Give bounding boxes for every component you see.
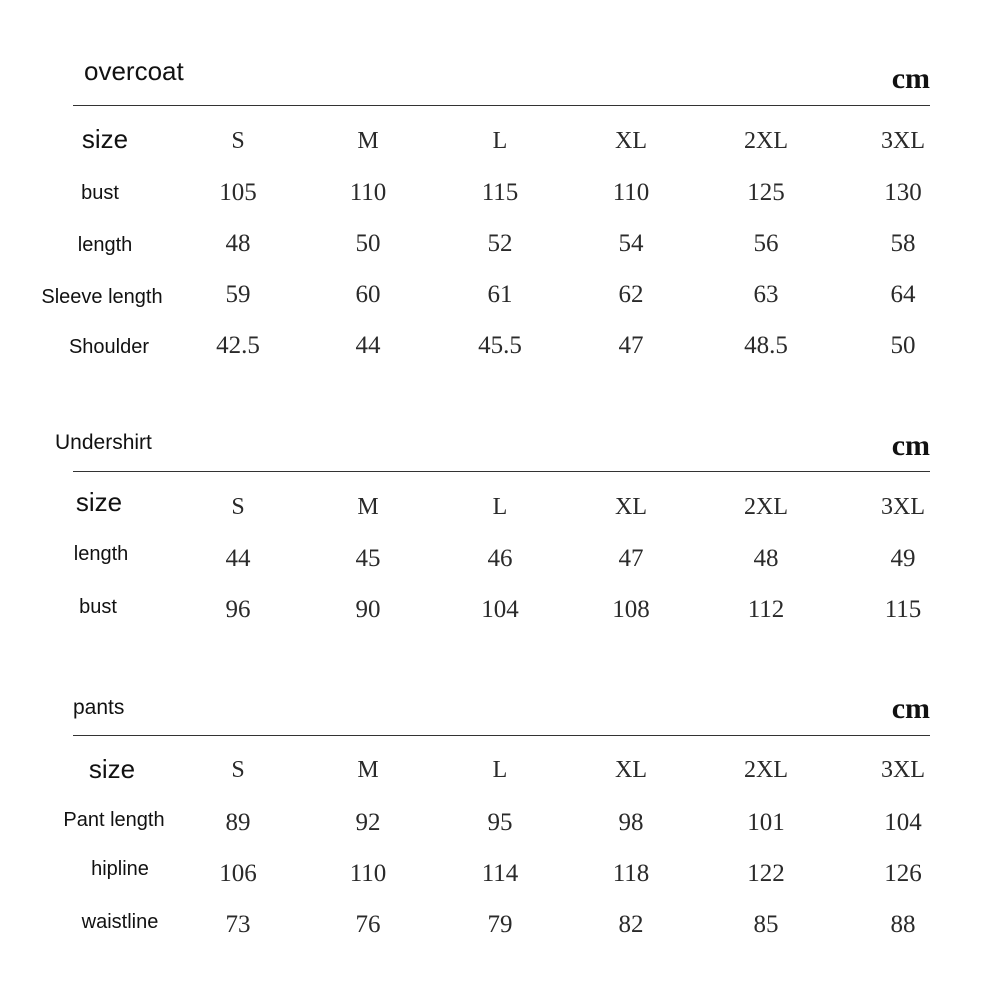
row-label: length xyxy=(73,543,129,565)
size-3xl: 3XL xyxy=(881,757,925,783)
value-cell: 92 xyxy=(355,809,381,836)
value-cell: 115 xyxy=(884,596,922,623)
value-cell: 48 xyxy=(225,230,251,257)
value-cell: 50 xyxy=(355,230,381,257)
value-cell: 85 xyxy=(753,911,779,938)
value-cell: 125 xyxy=(747,179,785,206)
value-cell: 62 xyxy=(618,281,644,308)
value-cell: 110 xyxy=(349,860,387,887)
row-label: waistline xyxy=(81,911,159,933)
size-m: M xyxy=(357,128,379,154)
unit-label: cm xyxy=(891,429,930,462)
row-label: hipline xyxy=(91,858,149,880)
table-row xyxy=(0,281,1000,321)
unit-label: cm xyxy=(891,62,930,95)
value-cell: 58 xyxy=(890,230,916,257)
section-divider xyxy=(73,735,930,736)
table-row xyxy=(0,860,1000,900)
section-title: Undershirt xyxy=(55,431,152,454)
value-cell: 118 xyxy=(612,860,650,887)
value-cell: 46 xyxy=(487,545,513,572)
size-s: S xyxy=(231,128,245,154)
size-3xl: 3XL xyxy=(881,128,925,154)
table-row xyxy=(0,545,1000,585)
table-row xyxy=(0,332,1000,372)
size-header-label: size xyxy=(75,487,123,517)
value-cell: 59 xyxy=(225,281,251,308)
value-cell: 101 xyxy=(747,809,785,836)
size-l: L xyxy=(492,128,508,154)
value-cell: 89 xyxy=(225,809,251,836)
value-cell: 48.5 xyxy=(744,332,788,359)
value-cell: 45 xyxy=(355,545,381,572)
value-cell: 104 xyxy=(481,596,519,623)
value-cell: 63 xyxy=(753,281,779,308)
size-xl: XL xyxy=(615,757,647,783)
value-cell: 45.5 xyxy=(478,332,522,359)
size-2xl: 2XL xyxy=(744,757,788,783)
value-cell: 61 xyxy=(487,281,513,308)
value-cell: 56 xyxy=(753,230,779,257)
value-cell: 79 xyxy=(487,911,513,938)
value-cell: 90 xyxy=(355,596,381,623)
value-cell: 64 xyxy=(890,281,916,308)
value-cell: 48 xyxy=(753,545,779,572)
size-header-row xyxy=(0,487,1000,534)
row-label: Sleeve length xyxy=(41,286,163,308)
size-s: S xyxy=(231,494,245,520)
value-cell: 49 xyxy=(890,545,916,572)
size-2xl: 2XL xyxy=(744,494,788,520)
value-cell: 44 xyxy=(225,545,251,572)
value-cell: 105 xyxy=(219,179,257,206)
value-cell: 104 xyxy=(884,809,922,836)
size-xl: XL xyxy=(615,128,647,154)
section-title: pants xyxy=(73,696,125,719)
table-row xyxy=(0,809,1000,849)
value-cell: 95 xyxy=(487,809,513,836)
value-cell: 82 xyxy=(618,911,644,938)
unit-label: cm xyxy=(891,692,930,725)
value-cell: 130 xyxy=(884,179,922,206)
value-cell: 106 xyxy=(219,860,257,887)
size-m: M xyxy=(357,494,379,520)
section-divider xyxy=(73,471,930,472)
size-l: L xyxy=(492,494,508,520)
value-cell: 54 xyxy=(618,230,644,257)
section-title: overcoat xyxy=(84,56,184,86)
row-label: bust xyxy=(81,182,119,204)
value-cell: 110 xyxy=(349,179,387,206)
value-cell: 110 xyxy=(612,179,650,206)
size-s: S xyxy=(231,757,245,783)
value-cell: 47 xyxy=(618,332,644,359)
table-row xyxy=(0,179,1000,219)
row-label: Shoulder xyxy=(68,336,150,358)
row-label: Pant length xyxy=(63,809,165,831)
table-row xyxy=(0,230,1000,270)
table-row xyxy=(0,911,1000,951)
value-cell: 52 xyxy=(487,230,513,257)
value-cell: 73 xyxy=(225,911,251,938)
value-cell: 47 xyxy=(618,545,644,572)
table-row xyxy=(0,596,1000,636)
value-cell: 44 xyxy=(355,332,381,359)
section-divider xyxy=(73,105,930,106)
row-label: length xyxy=(77,234,133,256)
size-m: M xyxy=(357,757,379,783)
value-cell: 108 xyxy=(612,596,650,623)
value-cell: 98 xyxy=(618,809,644,836)
value-cell: 96 xyxy=(225,596,251,623)
value-cell: 126 xyxy=(884,860,922,887)
value-cell: 50 xyxy=(890,332,916,359)
size-header-label: size xyxy=(81,124,129,154)
value-cell: 42.5 xyxy=(216,332,260,359)
size-header-row xyxy=(0,124,1000,168)
size-header-row xyxy=(0,754,1000,797)
size-l: L xyxy=(492,757,508,783)
row-label: bust xyxy=(79,596,117,618)
size-2xl: 2XL xyxy=(744,128,788,154)
value-cell: 122 xyxy=(747,860,785,887)
value-cell: 114 xyxy=(481,860,519,887)
value-cell: 76 xyxy=(355,911,381,938)
size-xl: XL xyxy=(615,494,647,520)
size-3xl: 3XL xyxy=(881,494,925,520)
value-cell: 88 xyxy=(890,911,916,938)
value-cell: 115 xyxy=(481,179,519,206)
value-cell: 112 xyxy=(747,596,785,623)
value-cell: 60 xyxy=(355,281,381,308)
size-header-label: size xyxy=(88,754,136,784)
